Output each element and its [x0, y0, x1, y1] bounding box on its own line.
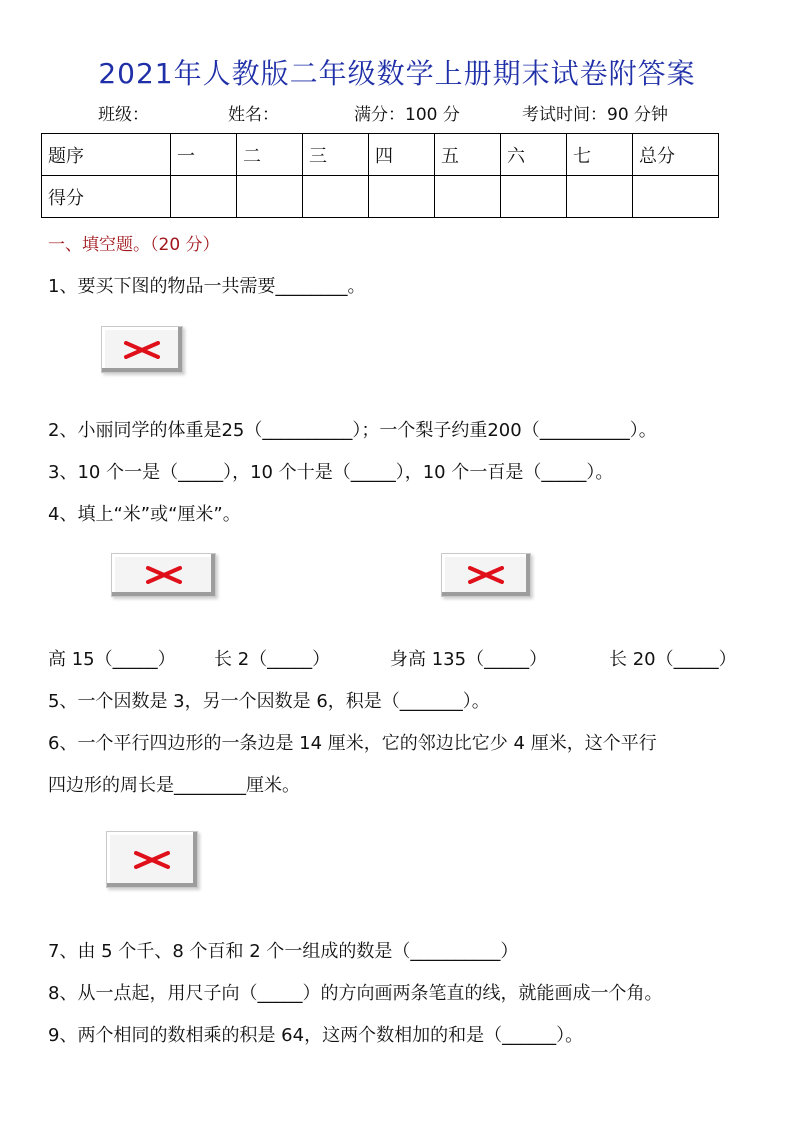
score-cell[interactable] — [567, 176, 633, 218]
table-cell: 六 — [501, 134, 567, 176]
x-mark-icon — [134, 851, 170, 869]
question-6-line-1: 6、一个平行四边形的一条边是 14 厘米，它的邻边比它少 4 厘米，这个平行 — [48, 733, 657, 754]
score-cell[interactable] — [171, 176, 237, 218]
broken-image-icon — [441, 553, 531, 597]
table-cell: 五 — [435, 134, 501, 176]
table-cell: 得分 — [42, 176, 171, 218]
x-mark-icon — [468, 566, 504, 584]
question-5: 5、一个因数是 3，另一个因数是 6，积是（_______）。 — [48, 691, 490, 712]
table-cell: 一 — [171, 134, 237, 176]
score-cell[interactable] — [237, 176, 303, 218]
broken-image-icon — [101, 326, 183, 373]
score-cell[interactable] — [435, 176, 501, 218]
x-mark-icon — [124, 341, 160, 359]
page-title: 2021年人教版二年级数学上册期末试卷附答案 — [98, 57, 696, 90]
table-cell: 二 — [237, 134, 303, 176]
table-row — [42, 176, 719, 218]
name-label: 姓名： — [228, 105, 279, 125]
section-heading: 一、填空题。（20 分） — [48, 235, 220, 255]
score-cell[interactable] — [303, 176, 369, 218]
score-cell[interactable] — [501, 176, 567, 218]
table-cell: 七 — [567, 134, 633, 176]
question-1: 1、要买下图的物品一共需要________。 — [48, 276, 366, 297]
question-8: 8、从一点起，用尺子向（_____）的方向画两条笔直的线，就能画成一个角。 — [48, 983, 663, 1004]
question-6-line-2: 四边形的周长是________厘米。 — [48, 775, 300, 796]
broken-image-icon — [106, 831, 198, 888]
question-7: 7、由 5 个千、8 个百和 2 个一组成的数是（__________） — [48, 941, 519, 962]
table-cell: 题序 — [42, 134, 171, 176]
score-cell[interactable] — [369, 176, 435, 218]
table-cell: 总分 — [633, 134, 719, 176]
q4-item-2: 长 2（_____） — [214, 649, 331, 670]
table-cell: 三 — [303, 134, 369, 176]
question-9: 9、两个相同的数相乘的积是 64，这两个数相加的和是（______）。 — [48, 1025, 584, 1046]
question-3: 3、10 个一是（_____），10 个十是（_____），10 个一百是（_____）。 — [48, 462, 614, 483]
question-4: 4、填上“米”或“厘米”。 — [48, 504, 241, 525]
q4-item-1: 高 15（_____） — [48, 649, 176, 670]
exam-time-label: 考试时间：90 分钟 — [522, 105, 669, 125]
full-score-label: 满分：100 分 — [354, 105, 460, 125]
table-row — [42, 134, 719, 176]
x-mark-icon — [146, 566, 182, 584]
table-cell: 四 — [369, 134, 435, 176]
score-table — [41, 133, 719, 218]
q4-item-3: 身高 135（_____） — [390, 649, 548, 670]
question-2: 2、小丽同学的体重是25（__________）；一个梨子约重200（__________）。 — [48, 420, 657, 441]
class-label: 班级： — [98, 105, 149, 125]
score-cell[interactable] — [633, 176, 719, 218]
broken-image-icon — [111, 553, 216, 597]
q4-item-4: 长 20（_____） — [609, 649, 737, 670]
